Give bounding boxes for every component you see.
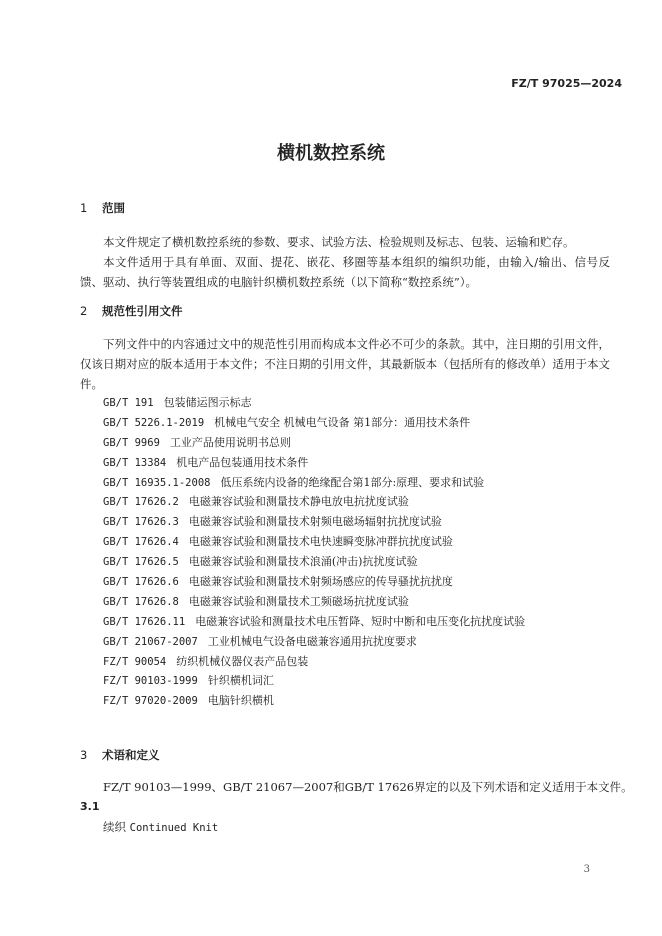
reference-code: FZ/T 90054 [103, 655, 167, 668]
reference-title: 电磁兼容试验和测量技术射频电磁场辐射抗扰度试验 [188, 515, 442, 529]
section-1-title: 范围 [102, 201, 126, 215]
clause-number: 3.1 [80, 800, 100, 813]
reference-item [103, 393, 525, 413]
section-2-number: 2 [80, 304, 88, 318]
section-2-heading [80, 303, 183, 319]
reference-code: GB/T 17626.5 [103, 556, 179, 569]
reference-item [103, 632, 525, 652]
reference-code: FZ/T 97020-2009 [103, 695, 198, 708]
reference-code: GB/T 13384 [103, 456, 167, 469]
reference-code: GB/T 17626.6 [103, 576, 179, 589]
reference-title: 针织横机词汇 [207, 674, 274, 688]
scope-paragraph-1: 本文件规定了横机数控系统的参数、要求、试验方法、检验规则及标志、包装、运输和贮存。 [103, 235, 575, 249]
reference-title: 电磁兼容试验和测量技术电压暂降、短时中断和电压变化抗扰度试验 [195, 614, 526, 628]
reference-item [103, 691, 525, 711]
reference-item [103, 473, 525, 493]
page-number: 3 [583, 864, 590, 875]
reference-item [103, 652, 525, 672]
reference-title: 工业产品使用说明书总则 [169, 435, 291, 449]
reference-title: 机电产品包装通用技术条件 [176, 455, 309, 469]
reference-code: GB/T 17626.3 [103, 516, 179, 529]
section-3-title: 术语和定义 [102, 748, 160, 762]
reference-code: GB/T 17626.11 [103, 615, 186, 628]
reference-code: FZ/T 90103-1999 [103, 675, 198, 688]
reference-item [103, 612, 525, 632]
reference-code: GB/T 17626.4 [103, 536, 179, 549]
reference-title: 电磁兼容试验和测量技术浪涌(冲击)抗扰度试验 [188, 555, 418, 569]
reference-code: GB/T 21067-2007 [103, 635, 198, 648]
reference-code: GB/T 191 [103, 397, 154, 409]
reference-item [103, 453, 525, 473]
reference-item [103, 671, 525, 691]
reference-item [103, 433, 525, 453]
reference-title: 电磁兼容试验和测量技术工频磁场抗扰度试验 [188, 594, 409, 608]
section-1-number: 1 [80, 201, 88, 215]
reference-code: GB/T 9969 [103, 436, 160, 449]
reference-code: GB/T 16935.1-2008 [103, 476, 211, 489]
term-chinese: 续织 [103, 820, 126, 834]
reference-title: 电磁兼容试验和测量技术电快速瞬变脉冲群抗扰度试验 [188, 535, 453, 549]
standard-code: FZ/T 97025—2024 [511, 77, 622, 90]
reference-item [103, 512, 525, 532]
reference-title: 电磁兼容试验和测量技术射频场感应的传导骚扰抗扰度 [188, 575, 453, 589]
reference-item [103, 492, 525, 512]
scope-paragraph-2: 本文件适用于具有单面、双面、提花、嵌花、移圈等基本组织的编织功能，由输入/输出、信号反馈、驱动、执行等装置组成的电脑针织横机数控系统（以下简称“数控系统”）。 [80, 255, 610, 289]
term-english: Continued Knit [129, 822, 219, 834]
reference-item [103, 592, 525, 612]
reference-code: GB/T 17626.8 [103, 595, 179, 608]
reference-title: 电磁兼容试验和测量技术静电放电抗扰度试验 [188, 495, 409, 509]
section-1-heading [80, 200, 125, 216]
document-title: 横机数控系统 [277, 143, 385, 164]
reference-title: 低压系统内设备的绝缘配合第1部分:原理、要求和试验 [220, 475, 485, 489]
terms-intro: FZ/T 90103—1999、GB/T 21067—2007和GB/T 17626界定的以及下列术语和定义适用于本文件。 [103, 780, 633, 794]
reference-title: 工业机械电气设备电磁兼容通用抗扰度要求 [207, 634, 417, 648]
reference-list [103, 393, 525, 711]
section-3-number: 3 [80, 748, 88, 762]
reference-title: 机械电气安全 机械电气设备 第1部分：通用技术条件 [214, 415, 471, 429]
reference-item [103, 572, 525, 592]
reference-item [103, 532, 525, 552]
normative-intro: 下列文件中的内容通过文中的规范性引用而构成本文件必不可少的条款。其中，注日期的引用文件，仅该日期对应的版本适用于本文件；不注日期的引用文件，其最新版本（包括所有的修改单）适用于本文件。 [80, 337, 610, 391]
reference-item [103, 413, 525, 433]
section-2-title: 规范性引用文件 [102, 304, 183, 318]
reference-title: 包装储运图示标志 [163, 396, 252, 409]
reference-title: 电脑针织横机 [207, 694, 274, 708]
reference-code: GB/T 5226.1-2019 [103, 416, 205, 429]
reference-title: 纺织机械仪器仪表产品包装 [176, 654, 309, 668]
reference-code: GB/T 17626.2 [103, 496, 179, 509]
section-3-heading [80, 747, 160, 763]
reference-item [103, 552, 525, 572]
term-entry [103, 819, 218, 835]
